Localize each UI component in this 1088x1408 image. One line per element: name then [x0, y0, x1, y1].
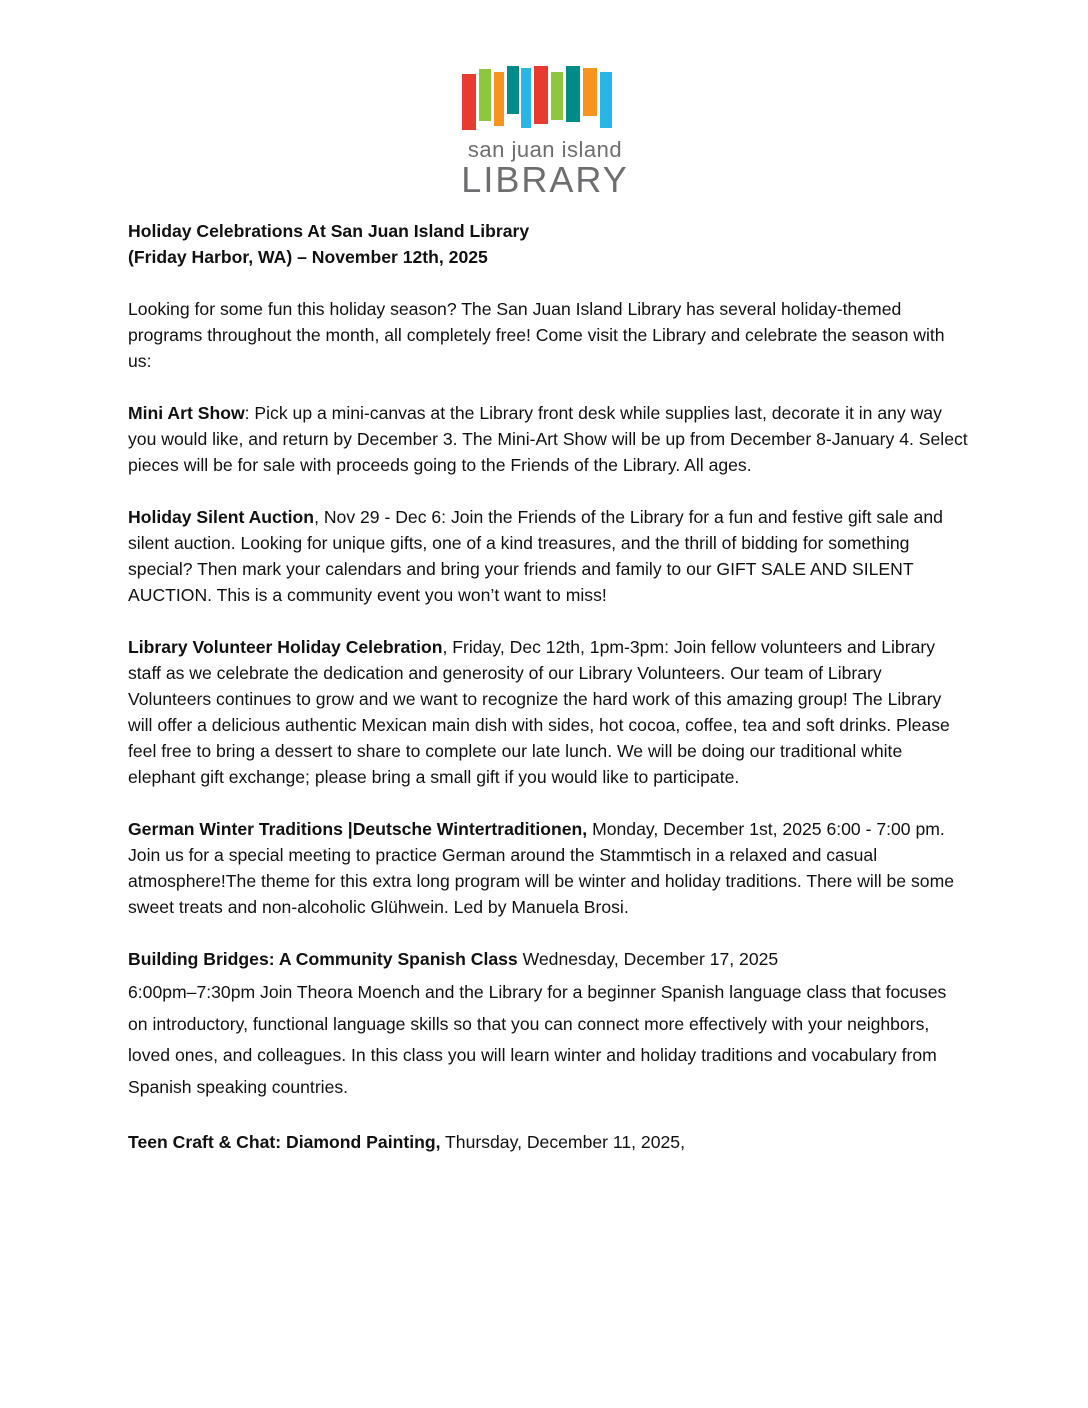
logo-bar	[494, 72, 504, 126]
logo-bar	[462, 74, 476, 130]
event-volunteer-celebration	[128, 634, 968, 790]
logo-bar	[566, 66, 580, 122]
event-name: German Winter Traditions |Deutsche Wintertraditionen,	[128, 819, 588, 839]
event-details: , Friday, Dec 12th, 1pm-3pm: Join fellow volunteers and Library staff as we celebrate the dedication and generosity of our Library Volunteers. Our team of Library Volunteers continues to grow and we want to recognize the hard work of this amazing group! The Library will offer a delicious authentic Mexican main dish with sides, hot cocoa, coffee, tea and soft drinks. Please feel free to bring a dessert to share to complete our late lunch. We will be doing our traditional white elephant gift exchange; please bring a small gift if you would like to participate.	[128, 637, 950, 787]
intro-paragraph: Looking for some fun this holiday season? The San Juan Island Library has several holiday-themed programs throughout the month, all completely free! Come visit the Library and celebrate the season with us:	[128, 299, 945, 371]
event-name: Mini Art Show	[128, 403, 245, 423]
logo-bar	[507, 66, 519, 114]
logo-bar	[600, 72, 612, 128]
event-name: Holiday Silent Auction	[128, 507, 315, 527]
event-details: Thursday, December 11, 2025,	[440, 1132, 685, 1152]
logo-text-line1: san juan island	[467, 137, 623, 162]
logo-bars-graphic	[460, 64, 630, 134]
header-block	[128, 218, 968, 270]
event-date: Wednesday, December 17, 2025	[517, 949, 779, 969]
logo-bar	[521, 68, 531, 128]
event-german-traditions	[128, 816, 968, 920]
event-details: : Pick up a mini-canvas at the Library front desk while supplies last, decorate it in any way you would like, and return by December 3. The Mini-Art Show will be up from December 8-January 4. Select pieces will be for sale with proceeds going to the Friends of the Library. All ages.	[128, 403, 968, 475]
event-teen-craft	[128, 1129, 968, 1155]
dateline: (Friday Harbor, WA) – November 12th, 2025	[128, 247, 488, 267]
event-silent-auction	[128, 504, 968, 608]
logo-text-line2: LIBRARY	[461, 159, 629, 200]
event-details: , Nov 29 - Dec 6: Join the Friends of the Library for a fun and festive gift sale and silent auction. Looking for unique gifts, one of a kind treasures, and the thrill of bidding for something special? Then mark your calendars and bring your friends and family to our GIFT SALE AND SILENT AUCTION. This is a community event you won’t want to miss!	[128, 507, 943, 605]
logo-bar	[534, 66, 548, 124]
logo-bar	[583, 68, 597, 116]
page-title: Holiday Celebrations At San Juan Island Library	[128, 221, 530, 241]
event-name: Building Bridges: A Community Spanish Class	[128, 949, 518, 969]
press-release-body	[128, 218, 968, 1181]
event-name: Teen Craft & Chat: Diamond Painting,	[128, 1132, 441, 1152]
event-spanish-class	[128, 946, 968, 1103]
logo-bar	[551, 72, 563, 120]
event-name: Library Volunteer Holiday Celebration	[128, 637, 443, 657]
event-heading-line	[128, 946, 968, 972]
event-art-show	[128, 400, 968, 478]
logo-bar	[479, 69, 491, 121]
library-logo	[455, 64, 635, 200]
event-details: Monday, December 1st, 2025 6:00 - 7:00 pm. Join us for a special meeting to practice German around the Stammtisch in a relaxed and casual atmosphere!The theme for this extra long program will be winter and holiday traditions. There will be some sweet treats and non-alcoholic Glühwein. Led by Manuela Brosi.	[128, 819, 955, 917]
event-details: 6:00pm–7:30pm Join Theora Moench and the Library for a beginner Spanish language class that focuses on introductory, functional language skills so that you can connect more effectively with your neighbors, loved ones, and colleagues. In this class you will learn winter and holiday traditions and vocabulary from Spanish speaking countries.	[128, 982, 947, 1097]
